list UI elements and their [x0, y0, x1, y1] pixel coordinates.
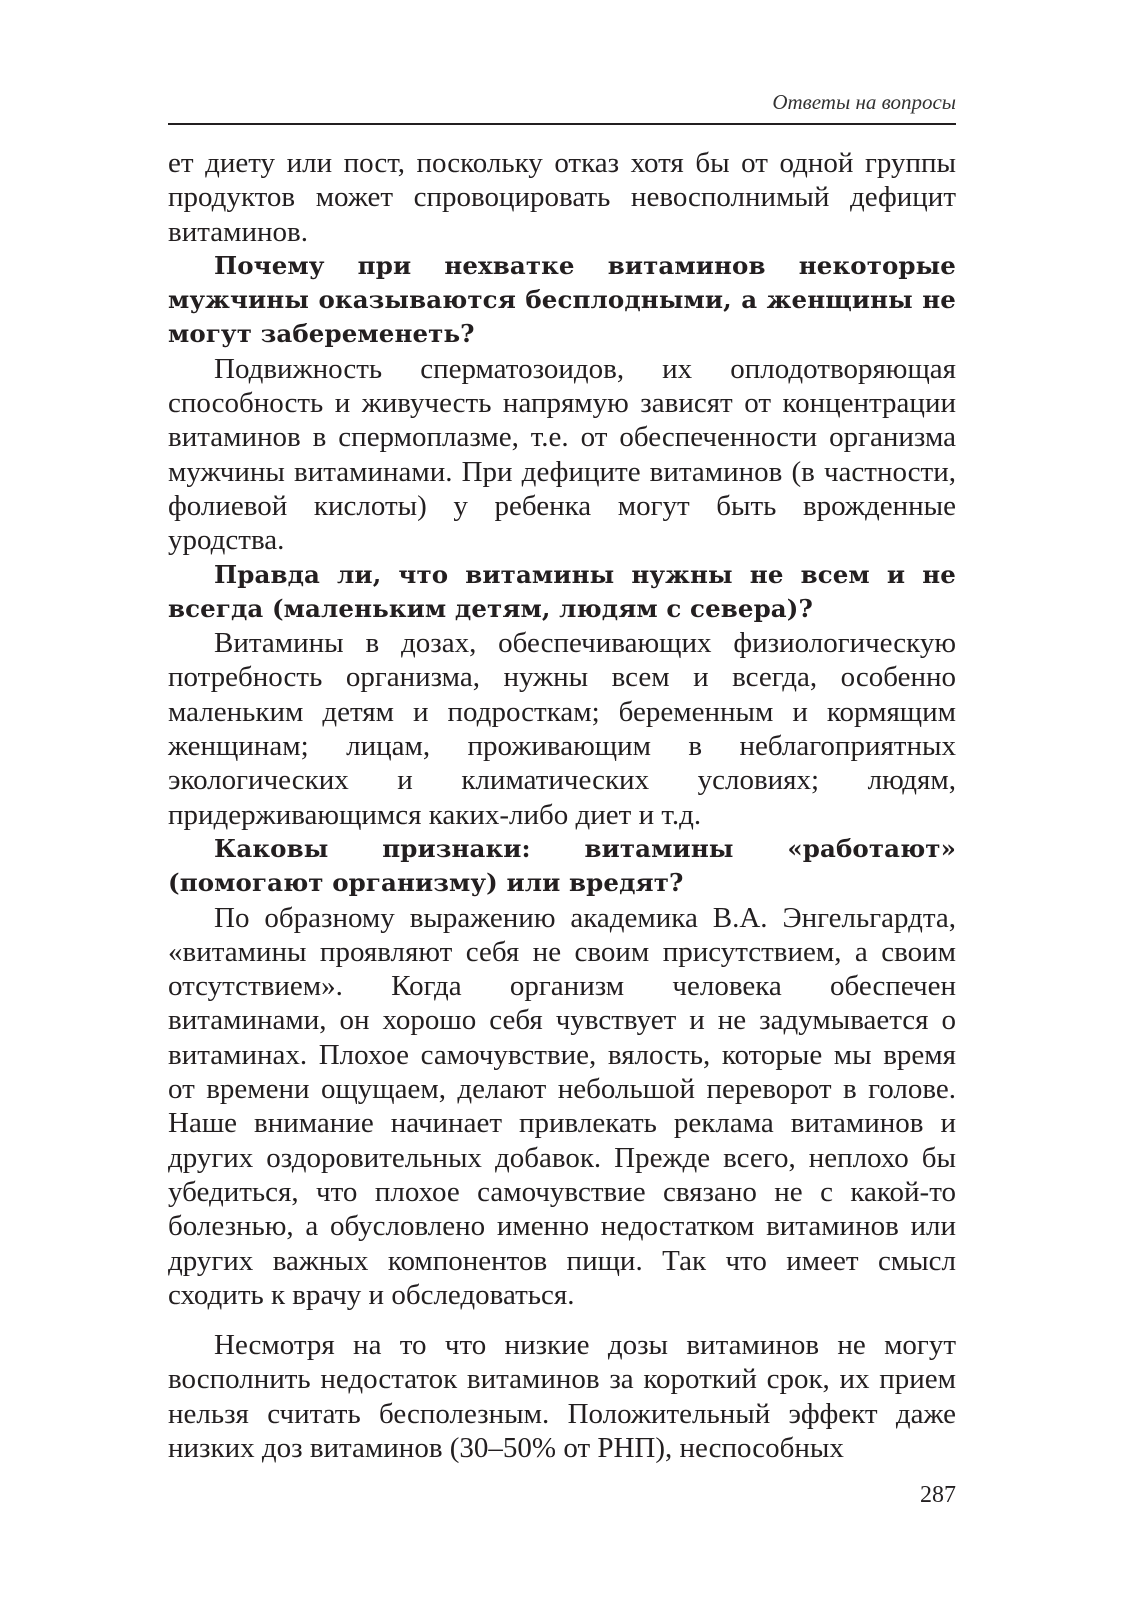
- page-number: 287: [920, 1482, 956, 1508]
- page-body: [168, 146, 956, 1465]
- question-heading: Каковы признаки: витамины «работают» (помогают организму) или вредят?: [168, 833, 956, 898]
- paragraph-continuation: ет диету или пост, поскольку отказ хотя бы от одной группы продуктов может спровоцировать невосполнимый дефицит витаминов.: [168, 147, 956, 248]
- answer-paragraph: Витамины в дозах, обеспечивающих физиологическую потребность организма, нужны всем и всегда, особенно маленьким детям и подросткам; беременным и кормящим женщинам; лицам, проживающим в неблагоприятных экологических и климатических условиях; людям, придерживающимся каких-либо диет и т.д.: [168, 627, 956, 831]
- answer-paragraph: По образному выражению академика В.А. Энгельгардта, «витамины проявляют себя не своим присутствием, а своим отсутствием». Когда организм человека обеспечен витаминами, он хорошо себя чувствует и не задумывается о витаминах. Плохое самочувствие, вялость, которые мы время от времени ощущаем, делают небольшой переворот в голове. Наше внимание начинает привлекать реклама витаминов и других оздоровительных добавок. Прежде всего, неплохо бы убедиться, что плохое самочувствие связано не с какой-то болезнью, а обусловлено именно недостатком витаминов или других важных компонентов пищи. Так что имеет смысл сходить к врачу и обследоваться.: [168, 901, 956, 1311]
- question-heading: Почему при нехватке витаминов некоторые мужчины оказываются бесплодными, а женщины не могут забеременеть?: [168, 250, 956, 349]
- answer-paragraph: Несмотря на то что низкие дозы витаминов не могут восполнить недостаток витаминов за короткий срок, их прием нельзя считать бесполезным. Положительный эффект даже низких доз витаминов (30–50% от РНП), неспособных: [168, 1329, 956, 1464]
- answer-paragraph: Подвижность сперматозоидов, их оплодотворяющая способность и живучесть напрямую зависят от концентрации витаминов в спермоплазме, т.е. от обеспеченности организма мужчины витаминами. При дефиците витаминов (в частности, фолиевой кислоты) у ребенка могут быть врожденные уродства.: [168, 352, 956, 557]
- running-head-title: Ответы на вопросы: [772, 90, 956, 114]
- question-heading: Правда ли, что витамины нужны не всем и не всегда (маленьким детям, людям с севера)?: [168, 559, 956, 623]
- header-rule: [168, 123, 956, 125]
